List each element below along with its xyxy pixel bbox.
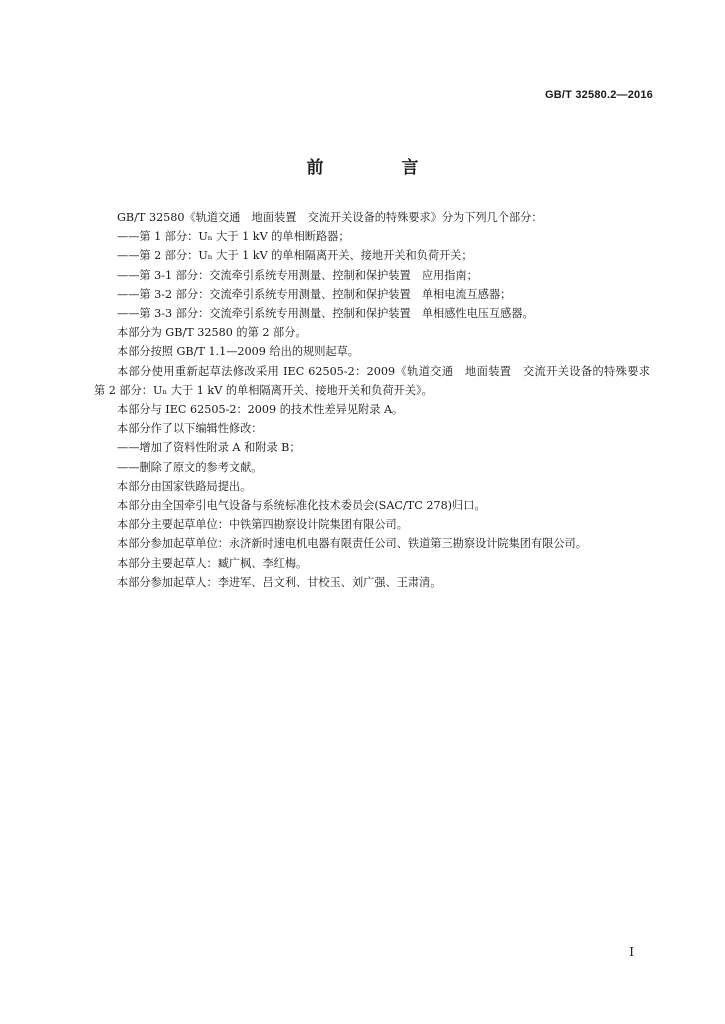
paragraph: 本部分参加起草人：李进军、吕文利、甘校玉、刘广强、王肃清。: [117, 575, 442, 589]
list-item: ——第 1 部分：Uₙ 大于 1 kV 的单相断路器；: [117, 230, 350, 244]
list-item: ——第 3-1 部分：交流牵引系统专用测量、控制和保护装置 应用指南；: [117, 268, 478, 282]
list-item: ——增加了资料性附录 A 和附录 B；: [117, 441, 301, 455]
paragraph: 本部分由国家铁路局提出。: [117, 479, 252, 493]
list-item: ——第 3-2 部分：交流牵引系统专用测量、控制和保护装置 单相电流互感器；: [117, 287, 512, 301]
paragraph: GB/T 32580《轨道交通 地面装置 交流开关设备的特殊要求》分为下列几个部分：: [117, 211, 543, 224]
list-item: ——第 2 部分：Uₙ 大于 1 kV 的单相隔离开关、接地开关和负荷开关；: [117, 249, 473, 263]
page-number: I: [629, 945, 634, 959]
paragraph: 本部分参加起草单位：永济新时速电机电器有限责任公司、铁道第三勘察设计院集团有限公司。: [117, 537, 587, 551]
paragraph: 本部分由全国牵引电气设备与系统标准化技术委员会(SAC/TC 278)归口。: [117, 499, 486, 513]
standard-code: GB/T 32580.2—2016: [545, 89, 653, 101]
paragraph: 本部分主要起草人：臧广枫、李红梅。: [117, 556, 308, 570]
list-item: ——删除了原文的参考文献。: [117, 460, 263, 474]
paragraph: 本部分与 IEC 62505-2：2009 的技术性差异见附录 A。: [117, 403, 404, 417]
foreword-body: [94, 208, 662, 592]
paragraph: 本部分使用重新起草法修改采用 IEC 62505-2：2009《轨道交通 地面装置 交流开关设备的特殊要求 第 2 部分：Uₙ 大于 1 kV 的单相隔离开关、接地开关和负荷开关》。: [94, 364, 662, 397]
paragraph: 本部分主要起草单位：中铁第四勘察设计院集团有限公司。: [117, 518, 408, 532]
paragraph: 本部分作了以下编辑性修改：: [117, 422, 263, 436]
paragraph: 本部分为 GB/T 32580 的第 2 部分。: [117, 326, 307, 340]
list-item: ——第 3-3 部分：交流牵引系统专用测量、控制和保护装置 单相感性电压互感器。: [117, 307, 534, 321]
page-title: 前 言: [306, 158, 455, 178]
paragraph: 本部分按照 GB/T 1.1—2009 给出的规则起草。: [117, 345, 359, 359]
